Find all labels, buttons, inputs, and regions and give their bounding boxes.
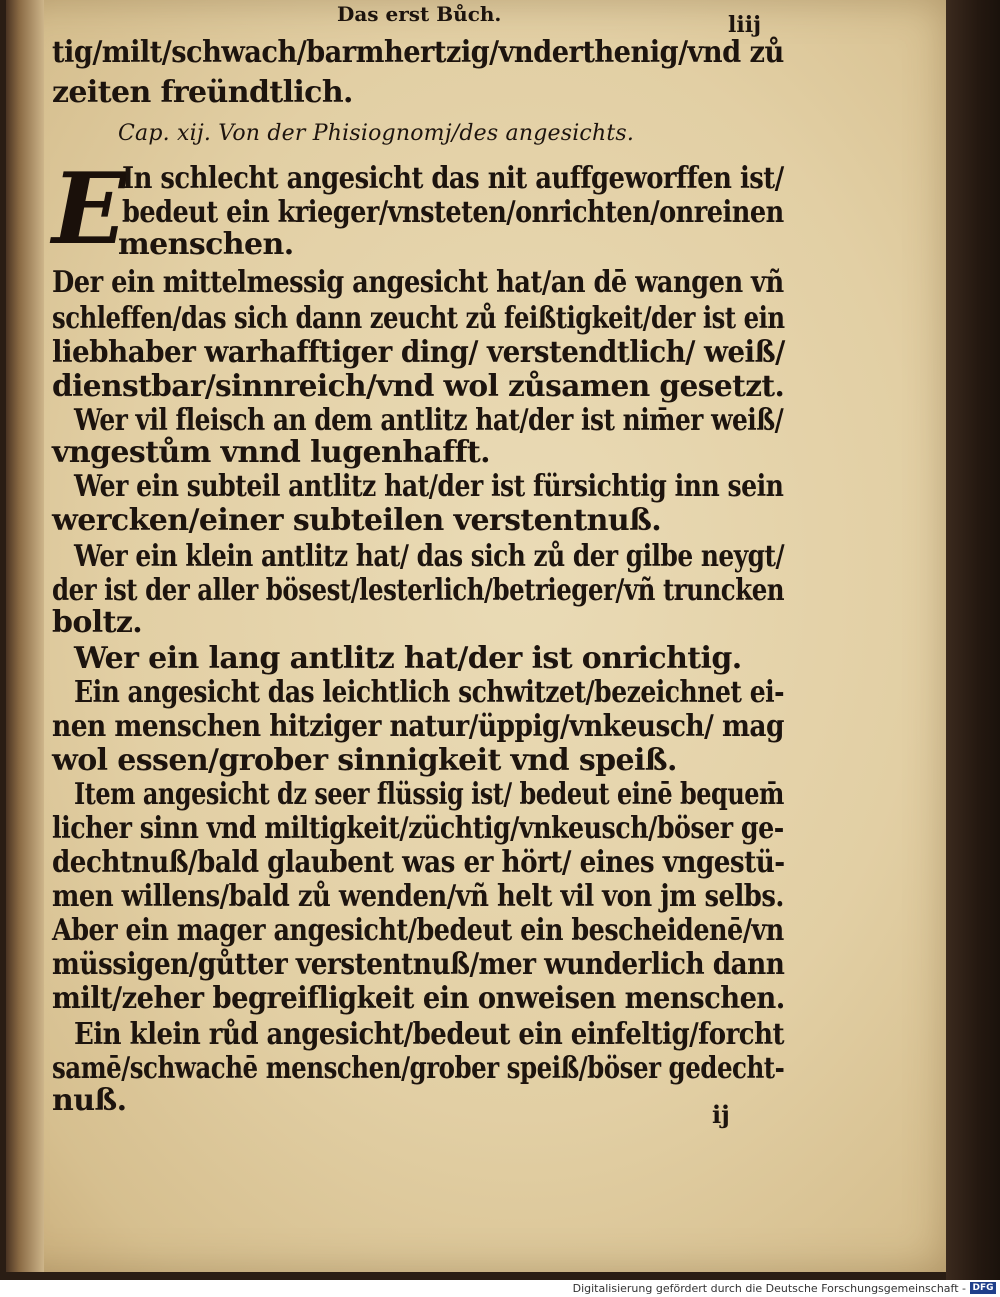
page-edge-shadow xyxy=(946,0,1000,1280)
text-line: Ein klein růd angesicht/bedeut ein einfeltig/forcht xyxy=(74,1017,784,1052)
text-line: Aber ein mager angesicht/bedeut ein bescheidenē/vn xyxy=(52,913,784,948)
catchword: ij xyxy=(712,1100,730,1129)
text-line: Item angesicht dz seer flüssig ist/ bedeut einē bequem̄ xyxy=(74,777,784,812)
text-line: milt/zeher begreifligkeit ein onweisen menschen. xyxy=(52,981,785,1016)
text-line: dienstbar/sinnreich/vnd wol zůsamen gesetzt. xyxy=(52,369,785,404)
book-page xyxy=(6,0,946,1272)
text-line: boltz. xyxy=(52,605,143,640)
decorated-initial: E xyxy=(52,152,127,267)
book-gutter xyxy=(6,0,44,1272)
dfg-logo-icon: DFG xyxy=(970,1282,996,1294)
text-line: Wer ein subteil antlitz hat/der ist fürsichtig inn sein xyxy=(74,469,784,504)
text-line: men willens/bald zů wenden/vñ helt vil von jm selbs. xyxy=(52,879,784,914)
text-line: In schlecht angesicht das nit auffgeworffen ist/ xyxy=(122,161,784,196)
text-line: der ist der aller bösest/lesterlich/betrieger/vñ truncken xyxy=(52,573,785,608)
text-line: wol essen/grober sinnigkeit vnd speiß. xyxy=(52,743,677,778)
text-line: Der ein mittelmessig angesicht hat/an dē wangen vñ xyxy=(52,265,784,300)
footer-bar xyxy=(0,1280,1000,1297)
text-line: Wer ein lang antlitz hat/der ist onrichtig. xyxy=(74,641,742,676)
text-line: wercken/einer subteilen verstentnuß. xyxy=(52,503,662,538)
text-line: tig/milt/schwach/barmhertzig/vnderthenig/vnd zů xyxy=(52,35,784,70)
footer-credit: Digitalisierung gefördert durch die Deutsche Forschungsgemeinschaft - xyxy=(572,1282,966,1295)
text-line: menschen. xyxy=(118,227,294,262)
text-line: licher sinn vnd miltigkeit/züchtig/vnkeusch/böser ge- xyxy=(52,811,784,846)
text-line: samē/schwachē menschen/grober speiß/böser gedecht- xyxy=(52,1051,785,1086)
chapter-heading: Cap. xij. Von der Phisiognomj/des angesichts. xyxy=(118,121,635,146)
text-line: liebhaber warhafftiger ding/ verstendtlich/ weiß/ xyxy=(52,335,785,370)
text-line: müssigen/gůtter verstentnuß/mer wunderlich dann xyxy=(52,947,785,982)
text-line: vngestům vnnd lugenhafft. xyxy=(52,435,490,470)
text-line: Wer vil fleisch an dem antlitz hat/der ist nim̄er weiß/ xyxy=(74,403,784,438)
running-head: Das erst Bůch. xyxy=(337,2,502,26)
text-line: Ein angesicht das leichtlich schwitzet/bezeichnet ei- xyxy=(74,675,785,710)
text-line: bedeut ein krieger/vnsteten/onrichten/onreinen xyxy=(122,195,784,230)
folio-number: liij xyxy=(728,12,762,38)
text-line: schleffen/das sich dann zeucht zů feißtigkeit/der ist ein xyxy=(52,301,785,336)
text-line: zeiten freündtlich. xyxy=(52,75,353,110)
text-line: Wer ein klein antlitz hat/ das sich zů der gilbe neygt/ xyxy=(74,539,785,574)
text-line: nen menschen hitziger natur/üppig/vnkeusch/ mag xyxy=(52,709,785,744)
text-line: nuß. xyxy=(52,1083,127,1118)
text-line: dechtnuß/bald glaubent was er hört/ eines vngestü- xyxy=(52,845,785,880)
